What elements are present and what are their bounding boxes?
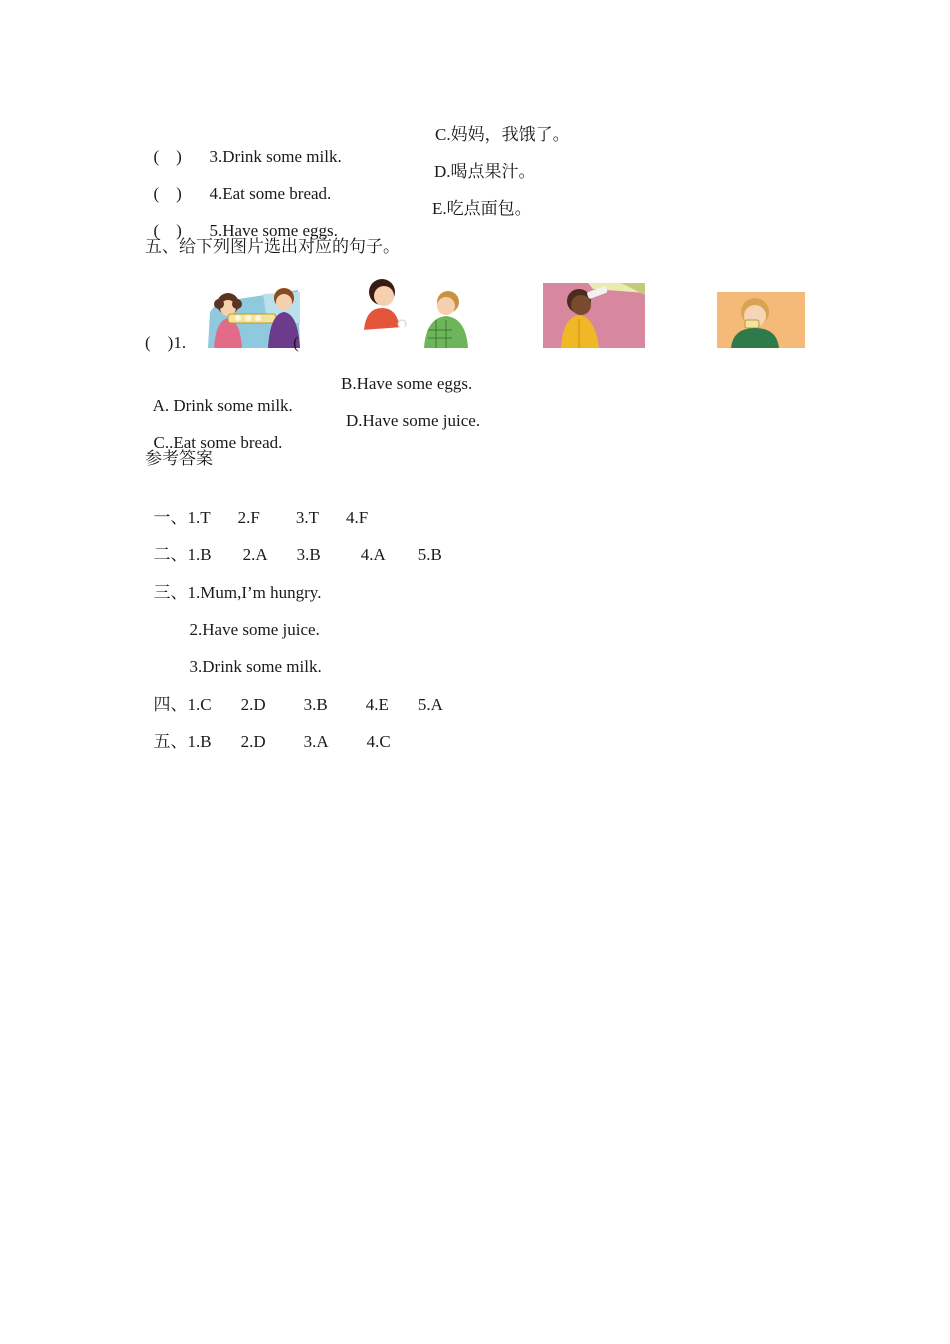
answer-label: 三、 <box>153 583 188 602</box>
answer-item: 4.F <box>346 508 369 527</box>
option-d: D.Have some juice. <box>346 411 481 430</box>
answer-item: 4.C <box>366 732 391 751</box>
answer-item: 5.A <box>417 695 443 714</box>
option-b: B.Have some eggs. <box>341 374 473 393</box>
answers-title: 参考答案 <box>145 449 213 468</box>
answer-blank-1[interactable]: ( )1. <box>145 333 187 352</box>
answer-row-5 <box>145 709 391 753</box>
english-sentence: 5.Have some eggs. <box>209 221 338 240</box>
answer-item: 3.A <box>303 732 329 751</box>
answer-item: 4.E <box>365 695 389 714</box>
section-5-title: 五、给下列图片选出对应的句子。 <box>145 237 400 256</box>
chinese-sentence: D.喝点果汁。 <box>434 162 536 181</box>
answer-blank[interactable]: ( ) <box>153 184 182 203</box>
answer-item: 2.A <box>242 545 268 564</box>
answer-item: 3.T <box>295 508 319 527</box>
picture-boy-drinking <box>543 283 645 348</box>
picture-girl-eating <box>717 292 805 348</box>
option-a: A. Drink some milk. <box>152 396 293 415</box>
answer-item: 4.A <box>360 545 386 564</box>
picture-kids-eggs <box>362 278 470 348</box>
answer-label: 一、 <box>153 508 188 527</box>
option-c: C..Eat some bread. <box>153 433 283 452</box>
answer-item: 1.B <box>187 732 212 751</box>
answer-label: 四、 <box>153 695 188 714</box>
answer-item: 3.Drink some milk. <box>189 657 322 676</box>
picture-answer-row <box>145 332 299 354</box>
answer-item: 3.B <box>303 695 328 714</box>
english-sentence: 4.Eat some bread. <box>209 184 332 203</box>
answer-item: 2.D <box>240 695 266 714</box>
answer-item: 1.C <box>187 695 212 714</box>
answer-item: 3.B <box>296 545 321 564</box>
answer-item: 1.Mum,I’m hungry. <box>187 583 322 602</box>
answer-item: 1.T <box>187 508 211 527</box>
answer-item: 2.D <box>240 732 266 751</box>
answer-blank[interactable]: ( ) <box>153 221 182 240</box>
answer-item: 2.Have some juice. <box>189 620 320 639</box>
chinese-sentence: E.吃点面包。 <box>432 199 532 218</box>
answer-item: 1.B <box>187 545 212 564</box>
answer-blank[interactable]: ( ) <box>153 147 182 166</box>
answer-blank-2[interactable]: ( <box>293 333 299 352</box>
answer-item: 5.B <box>417 545 442 564</box>
chinese-sentence: C.妈妈，我饿了。 <box>435 125 570 144</box>
answer-label: 五、 <box>153 732 188 751</box>
answer-label: 二、 <box>153 545 188 564</box>
english-sentence: 3.Drink some milk. <box>209 147 342 166</box>
answer-item: 2.F <box>237 508 260 527</box>
